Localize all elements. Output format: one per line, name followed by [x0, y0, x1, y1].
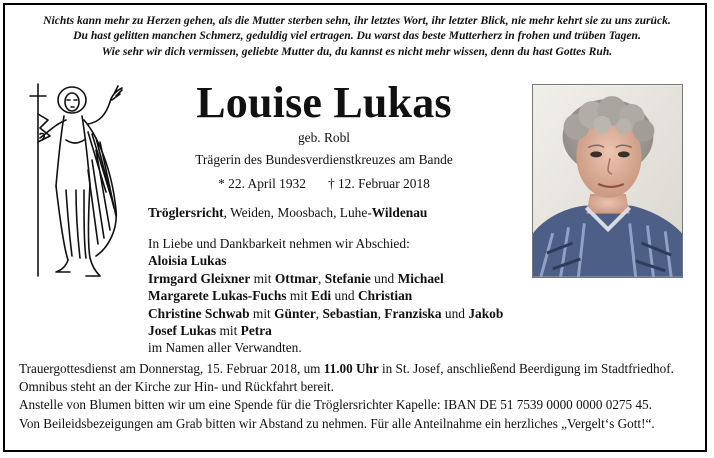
mourners-list [148, 235, 503, 357]
connector: mit [216, 322, 241, 338]
places-line [148, 205, 427, 221]
mourner-name: Christine Schwab [148, 305, 250, 321]
place-list: , Weiden, Moosbach, Luhe- [223, 205, 372, 220]
honor-text: Trägerin des Bundesverdienstkreuzes am Bande [195, 152, 453, 167]
mourner-line-3 [148, 287, 503, 304]
connector: , [317, 270, 325, 286]
service-text-end: in St. Josef, anschließend Beerdigung im Stadtfriedhof. [378, 361, 674, 376]
life-dates [148, 176, 500, 192]
mourner-name: Josef Lukas [148, 322, 217, 338]
birth-date: * 22. April 1932 [218, 176, 306, 191]
mourner-name: Margarete Lukas-Fuchs [148, 288, 287, 304]
mourner-name: Stefanie [324, 270, 371, 286]
mourner-name: Petra [240, 322, 272, 338]
connector: und [370, 270, 398, 286]
place-last: Wildenau [371, 205, 428, 220]
mourner-name: Franziska [384, 305, 442, 321]
service-details [19, 360, 699, 433]
service-time: 11.00 Uhr [323, 361, 379, 376]
portrait-photo [532, 84, 683, 278]
mourners-closing: im Namen aller Verwandten. [148, 340, 302, 356]
connector: und [331, 288, 358, 304]
mourner-name: Jakob [468, 305, 504, 321]
poem [12, 13, 702, 59]
risen-christ-illustration [26, 80, 134, 288]
mourner-name: Michael [397, 270, 444, 286]
connector: , [315, 305, 323, 321]
connector: , [377, 305, 385, 321]
mourner-name: Aloisia Lukas [148, 253, 227, 269]
poem-line-1: Nichts kann mehr zu Herzen gehen, als die Mutter sterben sehn, ihr letztes Wort, ihr letzter Blick, nie mehr kehrt sie zu uns zurück. [43, 14, 671, 27]
mourner-name: Günter [274, 305, 316, 321]
place-primary: Tröglersricht [148, 205, 224, 220]
mourner-name: Sebastian [322, 305, 378, 321]
deceased-name: Louise Lukas [196, 78, 452, 127]
service-line [19, 360, 699, 378]
mourners-intro: In Liebe und Dankbarkeit nehmen wir Abschied: [148, 236, 410, 251]
donation-line: Anstelle von Blumen bitten wir um eine Spende für die Tröglersrichter Kapelle: IBAN DE 51 7539 0000 0000 0275 45. [19, 397, 652, 413]
death-date: † 12. Februar 2018 [327, 176, 430, 191]
mourner-line-4 [148, 305, 503, 322]
mourner-name: Ottmar [274, 270, 318, 286]
mourner-line-5 [148, 322, 503, 339]
mourner-line-1 [148, 252, 503, 269]
connector: mit [249, 305, 275, 321]
mourner-name: Christian [357, 288, 413, 304]
mourner-name: Edi [311, 288, 332, 304]
poem-line-2: Du hast gelitten manchen Schmerz, geduldig viel ertragen. Du warst das beste Mutterherz in frohen und trüben Tagen. [73, 29, 641, 43]
condolence-line: Von Beileidsbezeigungen am Grab bitten wir Abstand zu nehmen. Für alle Anteilnahme ein herzliches „Vergelt‘s Gott!“. [19, 415, 655, 431]
connector: und [441, 305, 469, 321]
connector: mit [286, 288, 312, 304]
birth-name: geb. Robl [297, 130, 351, 145]
poem-line-3: Wie sehr wir dich vermissen, geliebte Mutter du, du kannst es nicht mehr wissen, denn du hast Gottes Ruh. [101, 44, 613, 58]
mourner-line-2 [148, 270, 503, 287]
bus-line: Omnibus steht an der Kirche zur Hin- und Rückfahrt bereit. [19, 379, 334, 395]
connector: mit [250, 270, 275, 286]
mourner-name: Irmgard Gleixner [148, 270, 251, 286]
service-text: Trauergottesdienst am Donnerstag, 15. Februar 2018, um [19, 361, 324, 376]
